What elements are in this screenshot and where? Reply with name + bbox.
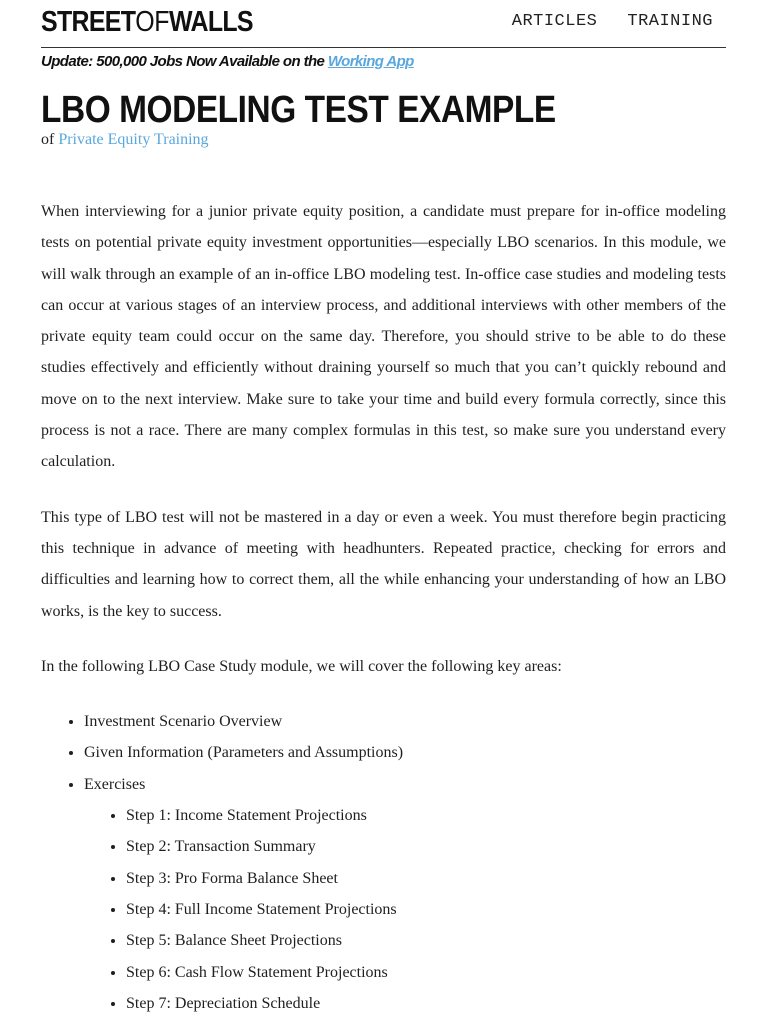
page <box>41 0 726 1012</box>
list-item: • Step 1: Income Statement Projections <box>126 800 726 831</box>
key-areas-list <box>41 706 726 1019</box>
private-equity-training-link[interactable]: Private Equity Training <box>58 131 209 148</box>
list-item: • Given Information (Parameters and Assumptions) <box>84 737 726 768</box>
list-item: • Step 7: Depreciation Schedule <box>126 988 726 1019</box>
update-label: Update: <box>41 53 93 70</box>
intro-paragraph: When interviewing for a junior private equity position, a candidate must prepare for in-office modeling tests on potential private equity investment opportunities—especially LBO scenarios. In this module, we will walk through an example of an in-office LBO modeling test. In-office case studies and modeling tests can occur at various stages of an interview process, and additional interviews with other members of the private equity team could occur on the same day. Therefore, you should strive to be able to do these studies effectively and efficiently without draining yourself so much that you can’t quickly rebound and move on to the next interview. Make sure to take your time and build every formula correctly, since this process is not a race. There are many complex formulas in this test, so make sure you understand every calculation. <box>41 203 726 471</box>
list-item: • Investment Scenario Overview <box>84 706 726 737</box>
site-logo[interactable] <box>41 5 253 39</box>
list-item: • Step 6: Cash Flow Statement Projections <box>126 957 726 988</box>
working-app-link[interactable]: Working App <box>327 53 414 70</box>
nav-training[interactable]: TRAINING <box>627 12 713 31</box>
practice-paragraph: This type of LBO test will not be mastered in a day or even a week. You must therefore begin practicing this technique in advance of meeting with headhunters. Repeated practice, checking for errors and difficulties and learning how to correct them, all the while enhancing your understanding of how an LBO works, is the key to success. <box>41 508 726 620</box>
exercises-list <box>84 800 726 1019</box>
byline <box>41 131 209 149</box>
update-text: 500,000 Jobs Now Available on the <box>92 53 328 70</box>
site-header <box>41 0 726 48</box>
key-areas-intro: In the following LBO Case Study module, we will cover the following key areas: <box>41 657 562 675</box>
list-item: • Step 3: Pro Forma Balance Sheet <box>126 863 726 894</box>
logo-walls: WALLS <box>169 6 253 38</box>
article-body <box>41 196 726 1019</box>
main-nav <box>512 12 713 31</box>
nav-articles[interactable]: ARTICLES <box>511 12 598 31</box>
list-item: • Step 2: Transaction Summary <box>126 831 726 862</box>
list-item: • Step 4: Full Income Statement Projections <box>126 894 726 925</box>
page-title: LBO MODELING TEST EXAMPLE <box>41 89 556 131</box>
logo-of: OF <box>135 6 170 38</box>
update-banner <box>41 53 414 70</box>
list-item <box>84 769 726 1019</box>
logo-street: STREET <box>41 6 136 38</box>
list-item: • Step 5: Balance Sheet Projections <box>126 925 726 956</box>
exercises-label: Exercises <box>84 775 146 793</box>
byline-prefix: of <box>41 131 59 148</box>
